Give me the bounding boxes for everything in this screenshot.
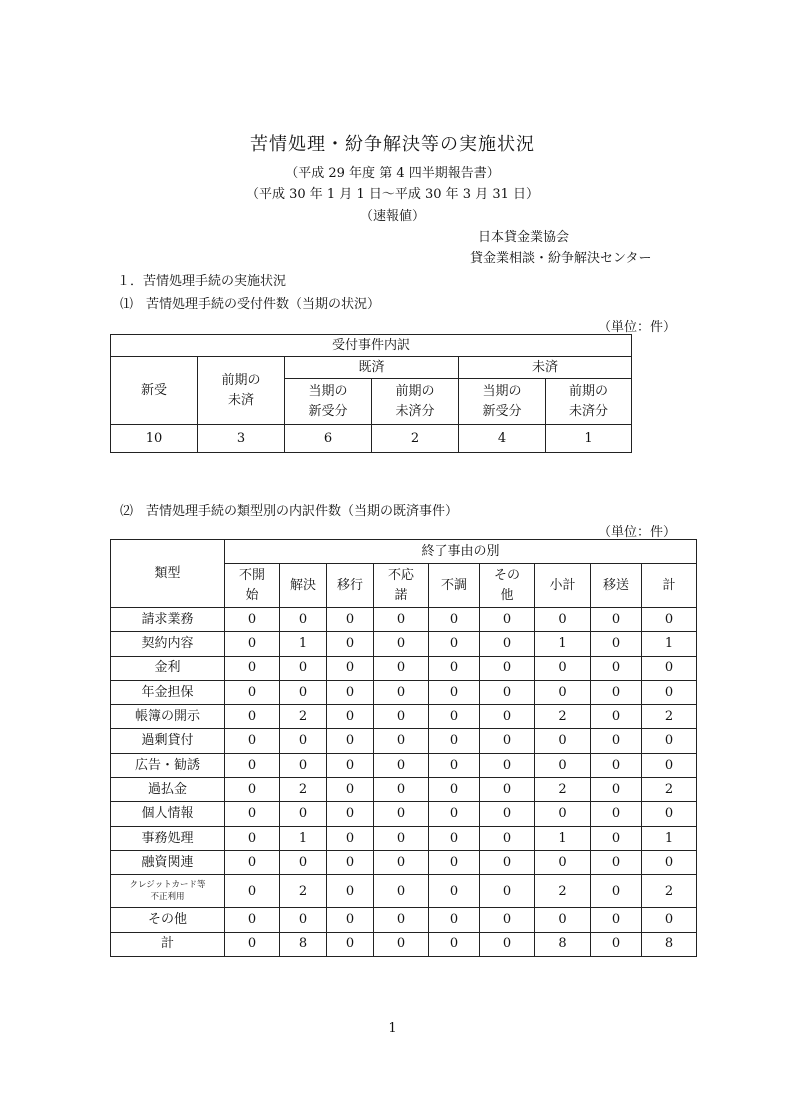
cell-value: 2 bbox=[280, 875, 327, 908]
cell-value: 0 bbox=[429, 778, 480, 802]
cell-value: 1 bbox=[280, 632, 327, 656]
table-row bbox=[111, 802, 697, 826]
table2-column-header: 移行 bbox=[327, 564, 374, 608]
cell-value: 0 bbox=[591, 729, 642, 753]
cell-value: 0 bbox=[327, 729, 374, 753]
cell-value: 1 bbox=[642, 632, 697, 656]
table2-column-header: 不開 始 bbox=[225, 564, 280, 608]
table-row bbox=[111, 705, 697, 729]
cell-value: 0 bbox=[642, 753, 697, 777]
cell-value: 0 bbox=[480, 656, 535, 680]
cell-value: 0 bbox=[429, 656, 480, 680]
cell-value: 0 bbox=[480, 875, 535, 908]
table1-sub-header: 当期の 新受分 bbox=[285, 379, 372, 425]
row-label: 広告・勧誘 bbox=[111, 753, 225, 777]
cell-value: 1 bbox=[642, 826, 697, 850]
row-label: 事務処理 bbox=[111, 826, 225, 850]
cell-value: 0 bbox=[280, 908, 327, 932]
cell-value: 0 bbox=[280, 850, 327, 874]
cell-value: 0 bbox=[591, 778, 642, 802]
cell-value: 0 bbox=[480, 632, 535, 656]
cell-value: 0 bbox=[280, 802, 327, 826]
page-number: 1 bbox=[388, 1021, 397, 1036]
table1-sub-header: 前期の 未済分 bbox=[546, 379, 632, 425]
cell-value: 0 bbox=[225, 850, 280, 874]
cell-value: 0 bbox=[225, 705, 280, 729]
cell-value: 0 bbox=[374, 802, 429, 826]
cell-value: 0 bbox=[535, 753, 591, 777]
cell-value: 0 bbox=[591, 656, 642, 680]
cell-value: 0 bbox=[642, 729, 697, 753]
row-label: 年金担保 bbox=[111, 680, 225, 704]
table1-col-done: 既済 bbox=[285, 357, 459, 379]
cell-value: 0 bbox=[429, 729, 480, 753]
date-range-label: （平成 30 年 1 月 1 日〜平成 30 年 3 月 31 日） bbox=[245, 187, 540, 202]
row-label: クレジットカード等 不正利用 bbox=[111, 875, 225, 908]
cell-value: 0 bbox=[374, 680, 429, 704]
cell-value: 2 bbox=[280, 705, 327, 729]
table1-sub-header: 当期の 新受分 bbox=[459, 379, 546, 425]
cell-value: 0 bbox=[591, 826, 642, 850]
cell-value: 0 bbox=[280, 729, 327, 753]
row-label: 個人情報 bbox=[111, 802, 225, 826]
cell-value: 0 bbox=[327, 932, 374, 956]
table-row bbox=[111, 778, 697, 802]
cell-value: 0 bbox=[327, 875, 374, 908]
table2-column-header: その 他 bbox=[480, 564, 535, 608]
cell-value: 0 bbox=[327, 778, 374, 802]
table2-column-header: 解決 bbox=[280, 564, 327, 608]
section-heading: １．苦情処理手続の実施状況 bbox=[117, 274, 287, 289]
cell-value: 0 bbox=[480, 729, 535, 753]
cell-value: 0 bbox=[225, 826, 280, 850]
cell-value: 0 bbox=[535, 656, 591, 680]
cell-value: 0 bbox=[429, 608, 480, 632]
cell-value: 0 bbox=[642, 908, 697, 932]
cell-value: 0 bbox=[591, 705, 642, 729]
cell-value: 0 bbox=[591, 802, 642, 826]
cell-value: 0 bbox=[429, 875, 480, 908]
cell-value: 0 bbox=[225, 908, 280, 932]
cell-value: 0 bbox=[591, 632, 642, 656]
cell-value: 0 bbox=[480, 908, 535, 932]
cell-value: 0 bbox=[429, 826, 480, 850]
table2-column-header: 不応 諾 bbox=[374, 564, 429, 608]
cell-value: 0 bbox=[327, 608, 374, 632]
cell-value: 0 bbox=[374, 850, 429, 874]
row-label: 帳簿の開示 bbox=[111, 705, 225, 729]
table2-column-header: 計 bbox=[642, 564, 697, 608]
row-label: 金利 bbox=[111, 656, 225, 680]
cell-value: 0 bbox=[225, 753, 280, 777]
cell-value: 0 bbox=[374, 826, 429, 850]
cell-value: 0 bbox=[327, 802, 374, 826]
cell-value: 0 bbox=[280, 680, 327, 704]
cell-value: 0 bbox=[225, 875, 280, 908]
cell-value: 0 bbox=[280, 608, 327, 632]
cell-value: 0 bbox=[535, 908, 591, 932]
cell-value: 2 bbox=[280, 778, 327, 802]
table2-column-header: 不調 bbox=[429, 564, 480, 608]
cell-value: 0 bbox=[225, 608, 280, 632]
cell-value: 0 bbox=[374, 656, 429, 680]
cell-value: 0 bbox=[535, 608, 591, 632]
cell-value: 2 bbox=[535, 875, 591, 908]
cell-value: 0 bbox=[480, 705, 535, 729]
table-row bbox=[111, 908, 697, 932]
table2-heading: ⑵ 苦情処理手続の類型別の内訳件数（当期の既済事件） bbox=[120, 504, 459, 519]
table-row bbox=[111, 875, 697, 908]
table2-column-header: 小計 bbox=[535, 564, 591, 608]
cell-value: 0 bbox=[480, 802, 535, 826]
table1-value: 1 bbox=[546, 425, 632, 453]
cell-value: 0 bbox=[225, 680, 280, 704]
row-label: 過払金 bbox=[111, 778, 225, 802]
cell-value: 0 bbox=[327, 680, 374, 704]
cell-value: 0 bbox=[327, 705, 374, 729]
cell-value: 0 bbox=[327, 850, 374, 874]
cell-value: 0 bbox=[642, 802, 697, 826]
cell-value: 0 bbox=[374, 778, 429, 802]
cell-value: 0 bbox=[429, 932, 480, 956]
cell-value: 0 bbox=[225, 656, 280, 680]
cell-value: 0 bbox=[480, 850, 535, 874]
cell-value: 0 bbox=[591, 608, 642, 632]
cell-value: 1 bbox=[535, 826, 591, 850]
cell-value: 0 bbox=[429, 632, 480, 656]
table-row bbox=[111, 753, 697, 777]
org-center-name: 貸金業相談・紛争解決センター bbox=[470, 251, 652, 266]
table1-value: 2 bbox=[372, 425, 459, 453]
row-label: その他 bbox=[111, 908, 225, 932]
cell-value: 0 bbox=[225, 778, 280, 802]
table1-value: 3 bbox=[198, 425, 285, 453]
cell-value: 0 bbox=[480, 680, 535, 704]
cell-value: 0 bbox=[480, 932, 535, 956]
cell-value: 0 bbox=[642, 850, 697, 874]
table1-value: 6 bbox=[285, 425, 372, 453]
row-label: 請求業務 bbox=[111, 608, 225, 632]
cell-value: 0 bbox=[374, 705, 429, 729]
table-row bbox=[111, 608, 697, 632]
cell-value: 0 bbox=[642, 680, 697, 704]
cell-value: 0 bbox=[429, 705, 480, 729]
cell-value: 0 bbox=[480, 608, 535, 632]
table1-col-pending: 未済 bbox=[459, 357, 632, 379]
cell-value: 2 bbox=[642, 778, 697, 802]
table-row bbox=[111, 632, 697, 656]
row-label: 融資関連 bbox=[111, 850, 225, 874]
report-period-label: （平成 29 年度 第 4 四半期報告書） bbox=[285, 166, 500, 181]
cell-value: 0 bbox=[591, 932, 642, 956]
table1-unit: （単位：件） bbox=[598, 320, 677, 335]
cell-value: 0 bbox=[480, 778, 535, 802]
cell-value: 2 bbox=[535, 778, 591, 802]
table-row bbox=[111, 850, 697, 874]
table2-column-header: 移送 bbox=[591, 564, 642, 608]
cell-value: 0 bbox=[374, 632, 429, 656]
table1-col-prev: 前期の 未済 bbox=[198, 357, 285, 425]
cell-value: 0 bbox=[480, 826, 535, 850]
row-label: 契約内容 bbox=[111, 632, 225, 656]
table-row bbox=[111, 680, 697, 704]
cell-value: 0 bbox=[535, 729, 591, 753]
cell-value: 0 bbox=[374, 932, 429, 956]
table1-value: 10 bbox=[111, 425, 198, 453]
cell-value: 0 bbox=[327, 908, 374, 932]
cell-value: 0 bbox=[429, 850, 480, 874]
page-title: 苦情処理・紛争解決等の実施状況 bbox=[250, 134, 535, 155]
cell-value: 0 bbox=[535, 802, 591, 826]
cell-value: 0 bbox=[225, 802, 280, 826]
cell-value: 0 bbox=[374, 729, 429, 753]
table-row bbox=[111, 932, 697, 956]
table1-sub-header: 前期の 未済分 bbox=[372, 379, 459, 425]
cell-value: 8 bbox=[280, 932, 327, 956]
cell-value: 0 bbox=[591, 875, 642, 908]
cell-value: 1 bbox=[280, 826, 327, 850]
table2-unit: （単位：件） bbox=[598, 525, 677, 540]
cell-value: 0 bbox=[327, 753, 374, 777]
cell-value: 0 bbox=[591, 753, 642, 777]
category-table bbox=[110, 539, 697, 957]
cell-value: 0 bbox=[374, 608, 429, 632]
cell-value: 2 bbox=[535, 705, 591, 729]
cell-value: 0 bbox=[225, 932, 280, 956]
table1-heading: ⑴ 苦情処理手続の受付件数（当期の状況） bbox=[120, 297, 381, 312]
cell-value: 0 bbox=[280, 753, 327, 777]
cell-value: 8 bbox=[535, 932, 591, 956]
cell-value: 0 bbox=[429, 753, 480, 777]
cell-value: 0 bbox=[280, 656, 327, 680]
preliminary-label: （速報値） bbox=[359, 209, 425, 224]
cell-value: 0 bbox=[535, 850, 591, 874]
cell-value: 0 bbox=[327, 826, 374, 850]
table-row bbox=[111, 656, 697, 680]
table-row bbox=[111, 729, 697, 753]
cell-value: 0 bbox=[535, 680, 591, 704]
table1-value: 4 bbox=[459, 425, 546, 453]
cell-value: 0 bbox=[327, 632, 374, 656]
cell-value: 0 bbox=[225, 729, 280, 753]
cell-value: 0 bbox=[374, 753, 429, 777]
table-row bbox=[111, 826, 697, 850]
table1-group-header: 受付事件内訳 bbox=[111, 335, 632, 357]
cell-value: 8 bbox=[642, 932, 697, 956]
cell-value: 0 bbox=[591, 850, 642, 874]
cell-value: 0 bbox=[429, 802, 480, 826]
cell-value: 0 bbox=[374, 875, 429, 908]
cell-value: 0 bbox=[429, 680, 480, 704]
table2-group-header: 終了事由の別 bbox=[225, 540, 697, 564]
cell-value: 0 bbox=[225, 632, 280, 656]
cell-value: 1 bbox=[535, 632, 591, 656]
org-name: 日本貸金業協会 bbox=[478, 230, 570, 245]
cell-value: 2 bbox=[642, 875, 697, 908]
cell-value: 0 bbox=[642, 608, 697, 632]
cell-value: 0 bbox=[591, 680, 642, 704]
cell-value: 0 bbox=[429, 908, 480, 932]
table2-col-type: 類型 bbox=[111, 540, 225, 608]
row-label: 計 bbox=[111, 932, 225, 956]
cell-value: 0 bbox=[642, 656, 697, 680]
cell-value: 0 bbox=[591, 908, 642, 932]
cell-value: 2 bbox=[642, 705, 697, 729]
cell-value: 0 bbox=[480, 753, 535, 777]
cell-value: 0 bbox=[327, 656, 374, 680]
table1-col-new: 新受 bbox=[111, 357, 198, 425]
cell-value: 0 bbox=[374, 908, 429, 932]
reception-table bbox=[110, 334, 632, 453]
row-label: 過剰貸付 bbox=[111, 729, 225, 753]
